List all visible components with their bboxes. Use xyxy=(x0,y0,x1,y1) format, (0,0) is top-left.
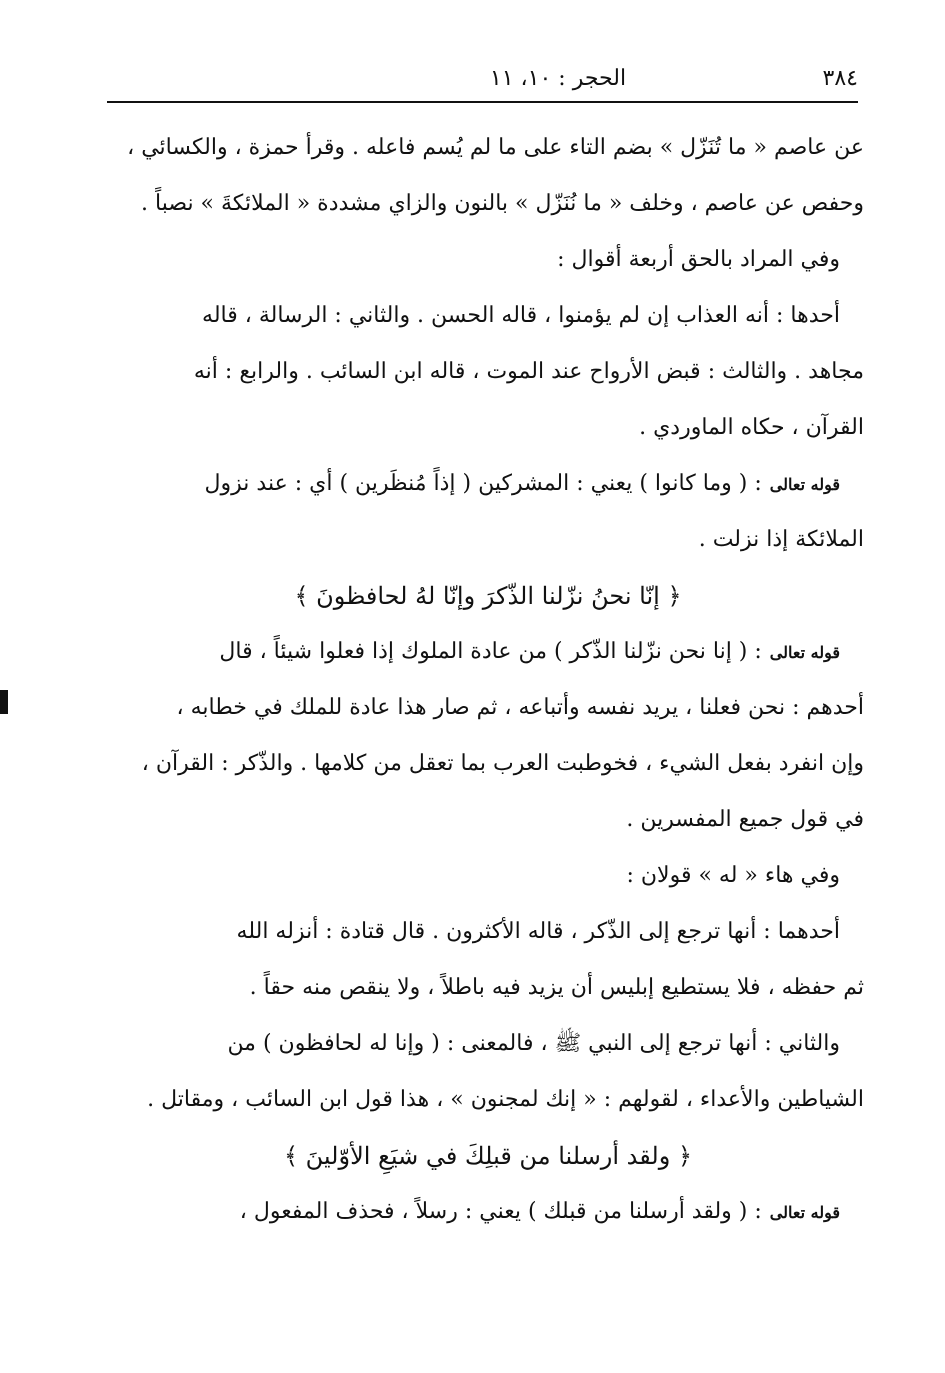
header-rule xyxy=(107,101,858,103)
text-line xyxy=(112,960,864,1016)
text-line xyxy=(112,1072,864,1128)
commentary-lead: قوله تعالى xyxy=(769,475,840,494)
line-text: أحدهم : نحن فعلنا ، يريد نفسه وأتباعه ، ثم صار هذا عادة للملك في خطابه ، xyxy=(176,695,864,720)
commentary-lead: قوله تعالى xyxy=(769,643,840,662)
line-text: : ( ولقد أرسلنا من قبلك ) يعني : رسلاً ، فحذف المفعول ، xyxy=(239,1199,762,1224)
text-line xyxy=(112,1016,864,1072)
line-text: والثاني : أنها ترجع إلى النبي ﷺ ، فالمعنى : ( وإنا له لحافظون ) من xyxy=(227,1031,840,1056)
commentary-lead: قوله تعالى xyxy=(769,1203,840,1222)
line-text: وحفص عن عاصم ، وخلف « ما نُنَزّل » بالنون والزاي مشددة « الملائكةَ » نصباً . xyxy=(141,191,864,216)
text-line xyxy=(112,232,864,288)
text-line xyxy=(112,176,864,232)
text-line xyxy=(112,680,864,736)
margin-mark xyxy=(0,690,8,714)
text-line xyxy=(112,848,864,904)
line-text: ﴿ إنّا نحنُ نزّلنا الذّكرَ وإنّا لهُ لحافظونَ ﴾ xyxy=(294,582,682,610)
line-text: وفي المراد بالحق أربعة أقوال : xyxy=(557,247,840,272)
line-text: القرآن ، حكاه الماوردي . xyxy=(639,415,864,440)
line-text: أحدها : أنه العذاب إن لم يؤمنوا ، قاله الحسن . والثاني : الرسالة ، قاله xyxy=(202,303,840,328)
page-body xyxy=(112,120,864,1240)
text-line xyxy=(112,792,864,848)
line-text: في قول جميع المفسرين . xyxy=(626,807,864,832)
text-line xyxy=(112,1184,864,1240)
text-line xyxy=(112,120,864,176)
page-header xyxy=(370,66,858,96)
line-text: ﴿ ولقد أرسلنا من قبلِكَ في شيَعِ الأوّلينَ ﴾ xyxy=(283,1142,693,1170)
line-text: الملائكة إذا نزلت . xyxy=(698,527,864,552)
text-line xyxy=(112,624,864,680)
text-line xyxy=(112,456,864,512)
text-line xyxy=(112,736,864,792)
line-text: مجاهد . والثالث : قبض الأرواح عند الموت ، قاله ابن السائب . والرابع : أنه xyxy=(193,359,864,384)
line-text: أحدهما : أنها ترجع إلى الذّكر ، قاله الأكثرون . قال قتادة : أنزله الله xyxy=(236,919,840,944)
running-title: الحجر : ١٠، ١١ xyxy=(489,66,627,91)
line-text: الشياطين والأعداء ، لقولهم : « إنك لمجنون » ، هذا قول ابن السائب ، ومقاتل . xyxy=(147,1087,864,1112)
text-line xyxy=(112,904,864,960)
line-text: : ( إنا نحن نزّلنا الذّكر ) من عادة الملوك إذا فعلوا شيئاً ، قال xyxy=(219,639,762,664)
verse-line xyxy=(112,1128,864,1184)
text-line xyxy=(112,400,864,456)
line-text: : ( وما كانوا ) يعني : المشركين ( إذاً مُنظَرين ) أي : عند نزول xyxy=(204,471,762,496)
verse-line xyxy=(112,568,864,624)
text-line xyxy=(112,288,864,344)
line-text: وإن انفرد بفعل الشيء ، فخوطبت العرب بما تعقل من كلامها . والذّكر : القرآن ، xyxy=(141,751,864,776)
line-text: ثم حفظه ، فلا يستطيع إبليس أن يزيد فيه باطلاً ، ولا ينقص منه حقاً . xyxy=(249,975,864,1000)
line-text: وفي هاء « له » قولان : xyxy=(626,863,840,888)
page-number: ٣٨٤ xyxy=(822,66,858,91)
text-line xyxy=(112,344,864,400)
line-text: عن عاصم « ما تُنَزّل » بضم التاء على ما لم يُسم فاعله . وقرأ حمزة ، والكسائي ، xyxy=(127,135,864,160)
text-line xyxy=(112,512,864,568)
